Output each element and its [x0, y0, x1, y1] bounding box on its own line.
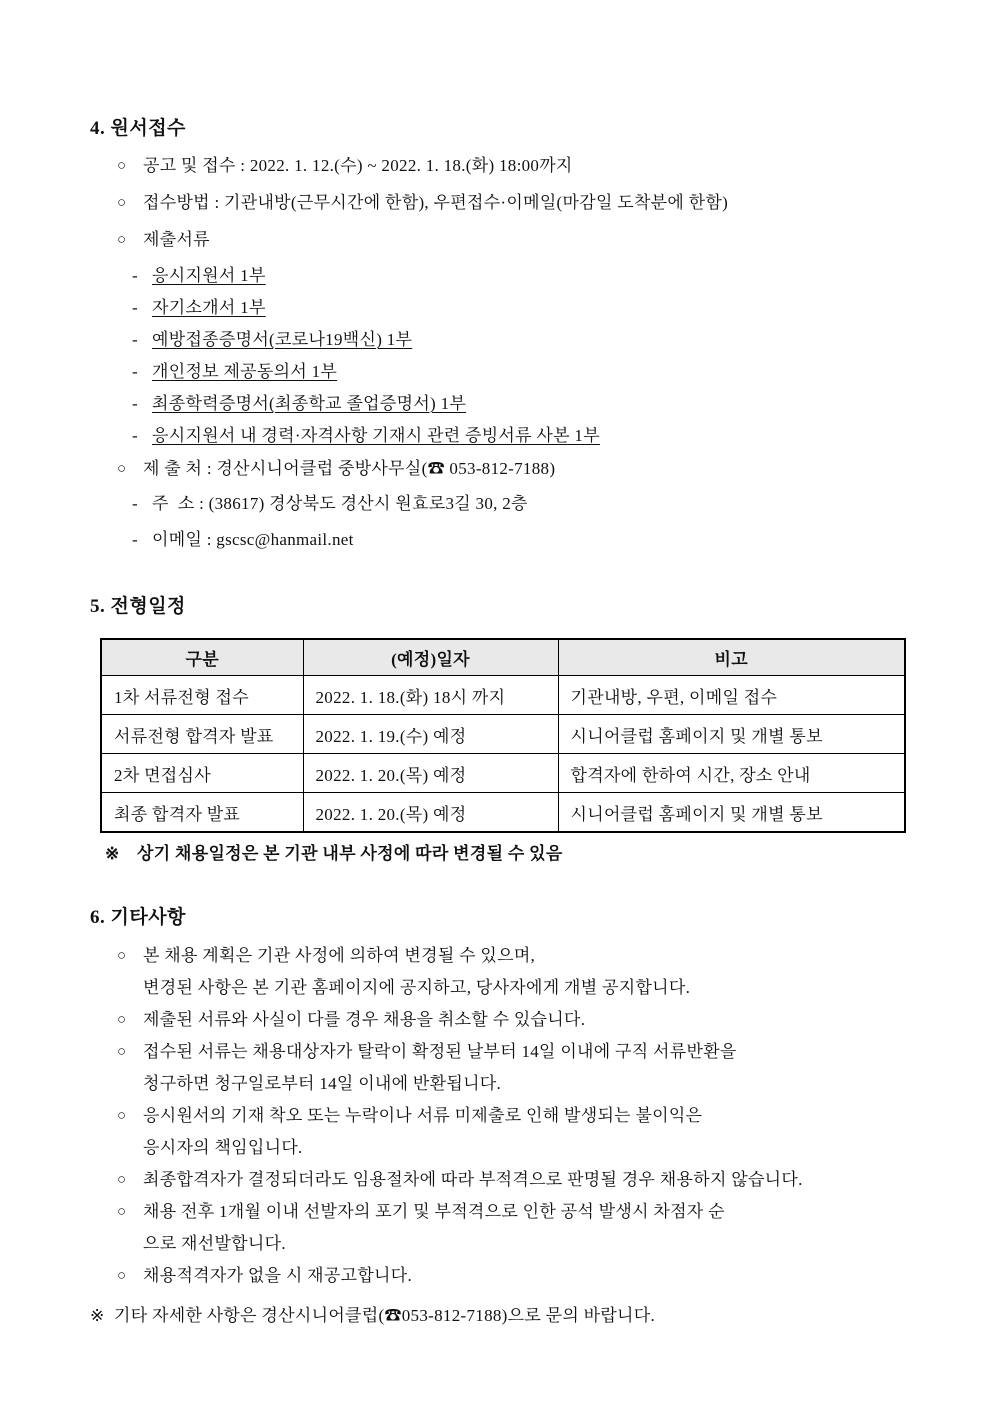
document-item [90, 361, 952, 383]
circle-bullet-icon: ○ [117, 1012, 127, 1028]
schedule-header-category: 구분 [101, 639, 303, 676]
dash-bullet-icon: - [132, 362, 138, 381]
etc-item-responsibility [90, 1105, 952, 1127]
schedule-cell-remark: 시니어클럽 홈페이지 및 개별 통보 [558, 715, 905, 754]
etc-item-responsibility-cont [90, 1137, 952, 1159]
etc-item-text: 으로 재선발합니다. [143, 1234, 286, 1253]
circle-bullet-icon: ○ [117, 1268, 127, 1284]
document-item [90, 425, 952, 447]
etc-item-text: 청구하면 청구일로부터 14일 이내에 반환됩니다. [143, 1074, 502, 1093]
etc-item-plan-change-cont [90, 977, 952, 999]
section5-heading: 5. 전형일정 [90, 596, 186, 617]
schedule-cell-category: 2차 면접심사 [101, 754, 303, 793]
dash-bullet-icon: - [132, 494, 138, 513]
schedule-cell-remark: 시니어클럽 홈페이지 및 개별 통보 [558, 793, 905, 833]
schedule-cell-category: 최종 합격자 발표 [101, 793, 303, 833]
reference-mark-icon: ※ [105, 844, 120, 863]
etc-item-text: 변경된 사항은 본 기관 홈페이지에 공지하고, 당사자에게 개별 공지합니다. [143, 978, 691, 997]
etc-item-vacancy [90, 1201, 952, 1223]
contact-note [90, 1305, 952, 1327]
etc-item-reannounce [90, 1265, 952, 1287]
schedule-row [101, 754, 905, 793]
schedule-table [100, 638, 906, 833]
etc-item-plan-change [90, 945, 952, 967]
document-item-text: 개인정보 제공동의서 1부 [152, 362, 338, 381]
etc-item-text: 채용 전후 1개월 이내 선발자의 포기 및 부적격으로 인한 공석 발생시 차점자 순 [143, 1202, 725, 1221]
schedule-cell-date: 2022. 1. 20.(목) 예정 [303, 793, 558, 833]
etc-item-text: 제출된 서류와 사실이 다를 경우 채용을 취소할 수 있습니다. [143, 1010, 586, 1029]
document-item [90, 265, 952, 287]
document-item-text: 자기소개서 1부 [152, 298, 266, 317]
required-documents-label: 제출서류 [143, 230, 210, 249]
etc-item-text: 최종합격자가 결정되더라도 임용절차에 따라 부적격으로 판명될 경우 채용하지 않습니다. [143, 1170, 803, 1189]
submission-method-line [90, 192, 952, 214]
schedule-cell-category: 1차 서류전형 접수 [101, 676, 303, 715]
circle-bullet-icon: ○ [117, 1204, 127, 1220]
circle-bullet-icon: ○ [117, 1044, 127, 1060]
document-item-text: 최종학력증명서(최종학교 졸업증명서) 1부 [152, 394, 467, 413]
schedule-change-note-text: 상기 채용일정은 본 기관 내부 사정에 따라 변경될 수 있음 [137, 844, 563, 863]
circle-bullet-icon: ○ [117, 948, 127, 964]
dash-bullet-icon: - [132, 426, 138, 445]
schedule-row [101, 793, 905, 833]
schedule-row [101, 715, 905, 754]
email-text: 이메일 : gscsc@hanmail.net [152, 530, 354, 549]
etc-item-text: 응시자의 책임입니다. [143, 1138, 303, 1157]
schedule-row [101, 676, 905, 715]
submission-method-text: 접수방법 : 기관내방(근무시간에 한함), 우편접수·이메일(마감일 도착분에 한함) [143, 193, 729, 212]
address-line [90, 493, 952, 515]
notice-period-text: 공고 및 접수 : 2022. 1. 12.(수) ~ 2022. 1. 18.(화) 18:00까지 [143, 156, 573, 175]
document-item [90, 393, 952, 415]
document-item-text: 응시지원서 1부 [152, 266, 266, 285]
etc-item-text: 본 채용 계획은 기관 사정에 의하여 변경될 수 있으며, [143, 946, 536, 965]
etc-item-return [90, 1041, 952, 1063]
etc-item-text: 응시원서의 기재 착오 또는 누락이나 서류 미제출로 인해 발생되는 불이익은 [143, 1106, 703, 1125]
submission-office-text: 제 출 처 : 경산시니어클럽 중방사무실(☎ 053-812-7188) [143, 459, 556, 478]
schedule-cell-date: 2022. 1. 18.(화) 18시 까지 [303, 676, 558, 715]
reference-mark-icon: ※ [90, 1306, 105, 1325]
etc-item-return-cont [90, 1073, 952, 1095]
circle-bullet-icon: ○ [117, 1108, 127, 1124]
etc-item-text: 채용적격자가 없을 시 재공고합니다. [143, 1266, 413, 1285]
circle-bullet-icon: ○ [117, 1172, 127, 1188]
schedule-cell-date: 2022. 1. 20.(목) 예정 [303, 754, 558, 793]
dash-bullet-icon: - [132, 394, 138, 413]
circle-bullet-icon: ○ [117, 195, 127, 211]
etc-item-disqualify [90, 1169, 952, 1191]
document-item-text: 응시지원서 내 경력·자격사항 기재시 관련 증빙서류 사본 1부 [152, 426, 600, 445]
required-documents-line [90, 229, 952, 251]
circle-bullet-icon: ○ [117, 461, 127, 477]
document-item-text: 예방접종증명서(코로나19백신) 1부 [152, 330, 413, 349]
schedule-change-note [90, 843, 952, 865]
dash-bullet-icon: - [132, 530, 138, 549]
schedule-cell-date: 2022. 1. 19.(수) 예정 [303, 715, 558, 754]
submission-office-line [90, 458, 952, 480]
dash-bullet-icon: - [132, 266, 138, 285]
section6-heading: 6. 기타사항 [90, 907, 186, 928]
etc-item-vacancy-cont [90, 1233, 952, 1255]
schedule-header-row [101, 639, 905, 676]
address-text: 주 소 : (38617) 경상북도 경산시 원효로3길 30, 2층 [152, 494, 528, 513]
section4-heading: 4. 원서접수 [90, 118, 186, 139]
dash-bullet-icon: - [132, 298, 138, 317]
document-item [90, 329, 952, 351]
schedule-header-remark: 비고 [558, 639, 905, 676]
schedule-cell-category: 서류전형 합격자 발표 [101, 715, 303, 754]
dash-bullet-icon: - [132, 330, 138, 349]
circle-bullet-icon: ○ [117, 232, 127, 248]
etc-item-text: 접수된 서류는 채용대상자가 탈락이 확정된 날부터 14일 이내에 구직 서류반환을 [143, 1042, 737, 1061]
etc-item-cancel [90, 1009, 952, 1031]
schedule-header-date: (예정)일자 [303, 639, 558, 676]
email-line [90, 529, 952, 551]
circle-bullet-icon: ○ [117, 158, 127, 174]
schedule-cell-remark: 합격자에 한하여 시간, 장소 안내 [558, 754, 905, 793]
schedule-cell-remark: 기관내방, 우편, 이메일 접수 [558, 676, 905, 715]
document-item [90, 297, 952, 319]
contact-note-text: 기타 자세한 사항은 경산시니어클럽(☎053-812-7188)으로 문의 바랍니다. [114, 1306, 656, 1325]
notice-period-line [90, 155, 952, 177]
